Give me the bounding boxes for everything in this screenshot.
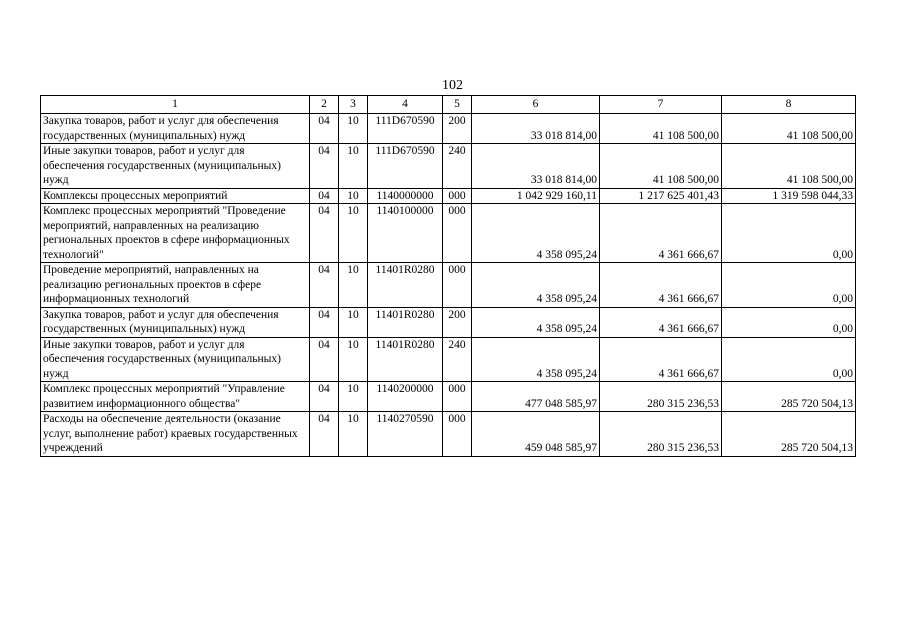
table-row — [41, 114, 856, 144]
amount-col8-cell: 285 720 504,13 — [722, 412, 856, 457]
target-article-cell: 11401R0280 — [368, 307, 443, 337]
expense-type-cell: 000 — [443, 188, 472, 204]
target-article-cell: 11401R0280 — [368, 263, 443, 308]
subsection-code-cell: 10 — [339, 114, 368, 144]
section-code-cell: 04 — [310, 263, 339, 308]
column-header: 8 — [722, 96, 856, 114]
amount-col6-cell: 33 018 814,00 — [472, 144, 600, 189]
amount-col6-cell: 459 048 585,97 — [472, 412, 600, 457]
amount-col6-cell: 4 358 095,24 — [472, 337, 600, 382]
amount-col7-cell: 4 361 666,67 — [600, 263, 722, 308]
row-name-cell: Комплексы процессных мероприятий — [41, 188, 310, 204]
section-code-cell: 04 — [310, 114, 339, 144]
subsection-code-cell: 10 — [339, 263, 368, 308]
target-article-cell: 1140270590 — [368, 412, 443, 457]
expense-type-cell: 000 — [443, 263, 472, 308]
expense-type-cell: 200 — [443, 307, 472, 337]
table-row — [41, 382, 856, 412]
column-header: 2 — [310, 96, 339, 114]
subsection-code-cell: 10 — [339, 382, 368, 412]
amount-col8-cell: 1 319 598 044,33 — [722, 188, 856, 204]
amount-col6-cell: 4 358 095,24 — [472, 307, 600, 337]
amount-col8-cell: 41 108 500,00 — [722, 114, 856, 144]
amount-col8-cell: 0,00 — [722, 307, 856, 337]
row-name-cell: Закупка товаров, работ и услуг для обеспечения государственных (муниципальных) нужд — [41, 307, 310, 337]
amount-col8-cell: 41 108 500,00 — [722, 144, 856, 189]
section-code-cell: 04 — [310, 412, 339, 457]
amount-col8-cell: 285 720 504,13 — [722, 382, 856, 412]
section-code-cell: 04 — [310, 382, 339, 412]
amount-col7-cell: 41 108 500,00 — [600, 114, 722, 144]
expense-type-cell: 200 — [443, 114, 472, 144]
expense-type-cell: 000 — [443, 382, 472, 412]
row-name-cell: Иные закупки товаров, работ и услуг для обеспечения государственных (муниципальных) нужд — [41, 337, 310, 382]
column-header: 6 — [472, 96, 600, 114]
table-row — [41, 307, 856, 337]
amount-col6-cell: 4 358 095,24 — [472, 204, 600, 263]
subsection-code-cell: 10 — [339, 144, 368, 189]
expense-type-cell: 000 — [443, 204, 472, 263]
table-row — [41, 188, 856, 204]
amount-col6-cell: 1 042 929 160,11 — [472, 188, 600, 204]
amount-col6-cell: 33 018 814,00 — [472, 114, 600, 144]
amount-col7-cell: 280 315 236,53 — [600, 412, 722, 457]
subsection-code-cell: 10 — [339, 412, 368, 457]
table-row — [41, 412, 856, 457]
section-code-cell: 04 — [310, 144, 339, 189]
section-code-cell: 04 — [310, 337, 339, 382]
budget-table — [40, 95, 856, 457]
section-code-cell: 04 — [310, 204, 339, 263]
amount-col7-cell: 4 361 666,67 — [600, 307, 722, 337]
section-code-cell: 04 — [310, 307, 339, 337]
amount-col8-cell: 0,00 — [722, 263, 856, 308]
amount-col7-cell: 4 361 666,67 — [600, 337, 722, 382]
column-header: 5 — [443, 96, 472, 114]
expense-type-cell: 240 — [443, 144, 472, 189]
subsection-code-cell: 10 — [339, 337, 368, 382]
amount-col7-cell: 1 217 625 401,43 — [600, 188, 722, 204]
amount-col8-cell: 0,00 — [722, 204, 856, 263]
column-header: 3 — [339, 96, 368, 114]
amount-col6-cell: 477 048 585,97 — [472, 382, 600, 412]
row-name-cell: Закупка товаров, работ и услуг для обеспечения государственных (муниципальных) нужд — [41, 114, 310, 144]
table-row — [41, 263, 856, 308]
table-row — [41, 144, 856, 189]
column-header: 4 — [368, 96, 443, 114]
target-article-cell: 1140100000 — [368, 204, 443, 263]
target-article-cell: 11401R0280 — [368, 337, 443, 382]
row-name-cell: Расходы на обеспечение деятельности (оказание услуг, выполнение работ) краевых государственных учреждений — [41, 412, 310, 457]
table-row — [41, 337, 856, 382]
target-article-cell: 111D670590 — [368, 144, 443, 189]
section-code-cell: 04 — [310, 188, 339, 204]
expense-type-cell: 000 — [443, 412, 472, 457]
amount-col8-cell: 0,00 — [722, 337, 856, 382]
table-row — [41, 204, 856, 263]
amount-col7-cell: 280 315 236,53 — [600, 382, 722, 412]
row-name-cell: Комплекс процессных мероприятий "Проведение мероприятий, направленных на реализацию региональных проектов в сфере информационных технологий" — [41, 204, 310, 263]
subsection-code-cell: 10 — [339, 307, 368, 337]
amount-col6-cell: 4 358 095,24 — [472, 263, 600, 308]
row-name-cell: Комплекс процессных мероприятий "Управление развитием информационного общества" — [41, 382, 310, 412]
target-article-cell: 1140200000 — [368, 382, 443, 412]
row-name-cell: Иные закупки товаров, работ и услуг для обеспечения государственных (муниципальных) нужд — [41, 144, 310, 189]
amount-col7-cell: 41 108 500,00 — [600, 144, 722, 189]
target-article-cell: 111D670590 — [368, 114, 443, 144]
column-header: 1 — [41, 96, 310, 114]
header-row — [41, 96, 856, 114]
column-header: 7 — [600, 96, 722, 114]
target-article-cell: 1140000000 — [368, 188, 443, 204]
expense-type-cell: 240 — [443, 337, 472, 382]
amount-col7-cell: 4 361 666,67 — [600, 204, 722, 263]
page-number: 102 — [442, 78, 463, 93]
subsection-code-cell: 10 — [339, 204, 368, 263]
row-name-cell: Проведение мероприятий, направленных на реализацию региональных проектов в сфере информационных технологий — [41, 263, 310, 308]
subsection-code-cell: 10 — [339, 188, 368, 204]
